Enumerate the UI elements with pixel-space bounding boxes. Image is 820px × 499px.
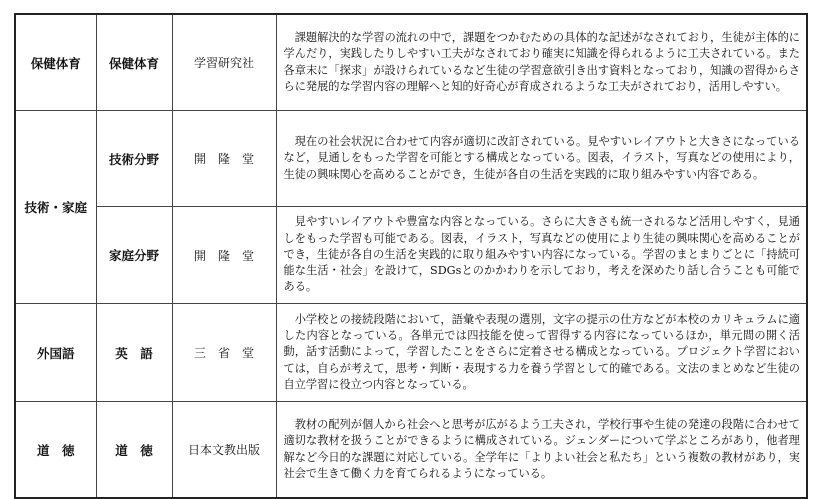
description-text: 教材の配列が個人から社会へと思考が広がるよう工夫され，学校行事や生徒の発達の段階に合わせて適切な教材を扱うことができるように構成されている。ジェンダーについて学ぶところがあり，他者理解など今日的な課題に対応している。全学年に「よりよい社会と私たち」という複数の教材があり，実社会で生きて働く力を育てられるようになっている。 [283, 418, 800, 480]
publisher-cell: 三 省 堂 [172, 304, 276, 402]
description-cell [276, 207, 807, 304]
field-cell: 保健体育 [96, 14, 172, 111]
publisher-cell: 学習研究社 [172, 14, 276, 111]
subject-cell: 道 徳 [15, 402, 96, 499]
description-text: 見やすいレイアウトや豊富な内容となっている。さらに大きさも統一されるなど活用しやすく，見通しをもった学習も可能である。図表，イラスト，写真などの使用により生徒の興味関心を高めることができ，生徒が各自の生活を実践的に取り組みやすい内容になっている。学習のまとまりごとに「持続可能な生活・社会」を設けて，SDGsとのかかわりを示しており，考えを深めたり話し合うことも可能である。 [283, 215, 800, 294]
field-cell: 家庭分野 [96, 207, 172, 304]
publisher-cell: 開 隆 堂 [172, 111, 276, 207]
publisher-cell: 開 隆 堂 [172, 207, 276, 304]
description-cell [276, 304, 807, 402]
description-text: 現在の社会状況に合わせて内容が適切に改訂されている。見やすいレイアウトと大きさになっているなど，見通しをもった学習を可能とする構成となっている。図表，イラスト，写真などの使用により，生徒の興味関心を高めることができ，生徒が各自の生活を実践的に取り組みやすい内容である。 [283, 135, 800, 181]
subject-cell: 保健体育 [15, 14, 96, 111]
field-cell: 道 徳 [96, 402, 172, 499]
field-cell: 技術分野 [96, 111, 172, 207]
table-row [15, 402, 807, 499]
description-text: 課題解決的な学習の流れの中で，課題をつかむための具体的な記述がなされており，生徒が主体的に学んだり，実践したりしやすい工夫がなされており確実に知識を得られるように工夫されている。また各章末に「探求」が設けられているなど生徒の学習意欲引き出す資料となっており，知識の習得からさらに発展的な学習内容の理解へと知的好奇心が育成されるような工夫がされており，活用しやすい。 [283, 31, 800, 93]
table-row [15, 304, 807, 402]
publisher-cell: 日本文教出版 [172, 402, 276, 499]
subject-cell: 外国語 [15, 304, 96, 402]
description-cell [276, 111, 807, 207]
table-row [15, 207, 807, 304]
subject-cell: 技術・家庭 [15, 111, 96, 304]
description-cell [276, 402, 807, 499]
textbook-evaluation-table [14, 13, 808, 499]
description-text: 小学校との接続段階において，語彙や表現の選別，文字の提示の仕方などが本校のカリキュラムに適した内容となっている。各単元では四技能を使って習得する内容になっているほか，単元間の開く活動，話す活動によって，学習したことをさらに定着させる構成となっている。プロジェクト学習においては，自らが考えて，思考・判断・表現する力を養う学習として的確である。文法のまとめなど生徒の自立学習に役立つ内容となっている。 [283, 312, 800, 391]
table-row [15, 111, 807, 207]
description-cell [276, 14, 807, 111]
field-cell: 英 語 [96, 304, 172, 402]
table-row [15, 14, 807, 111]
